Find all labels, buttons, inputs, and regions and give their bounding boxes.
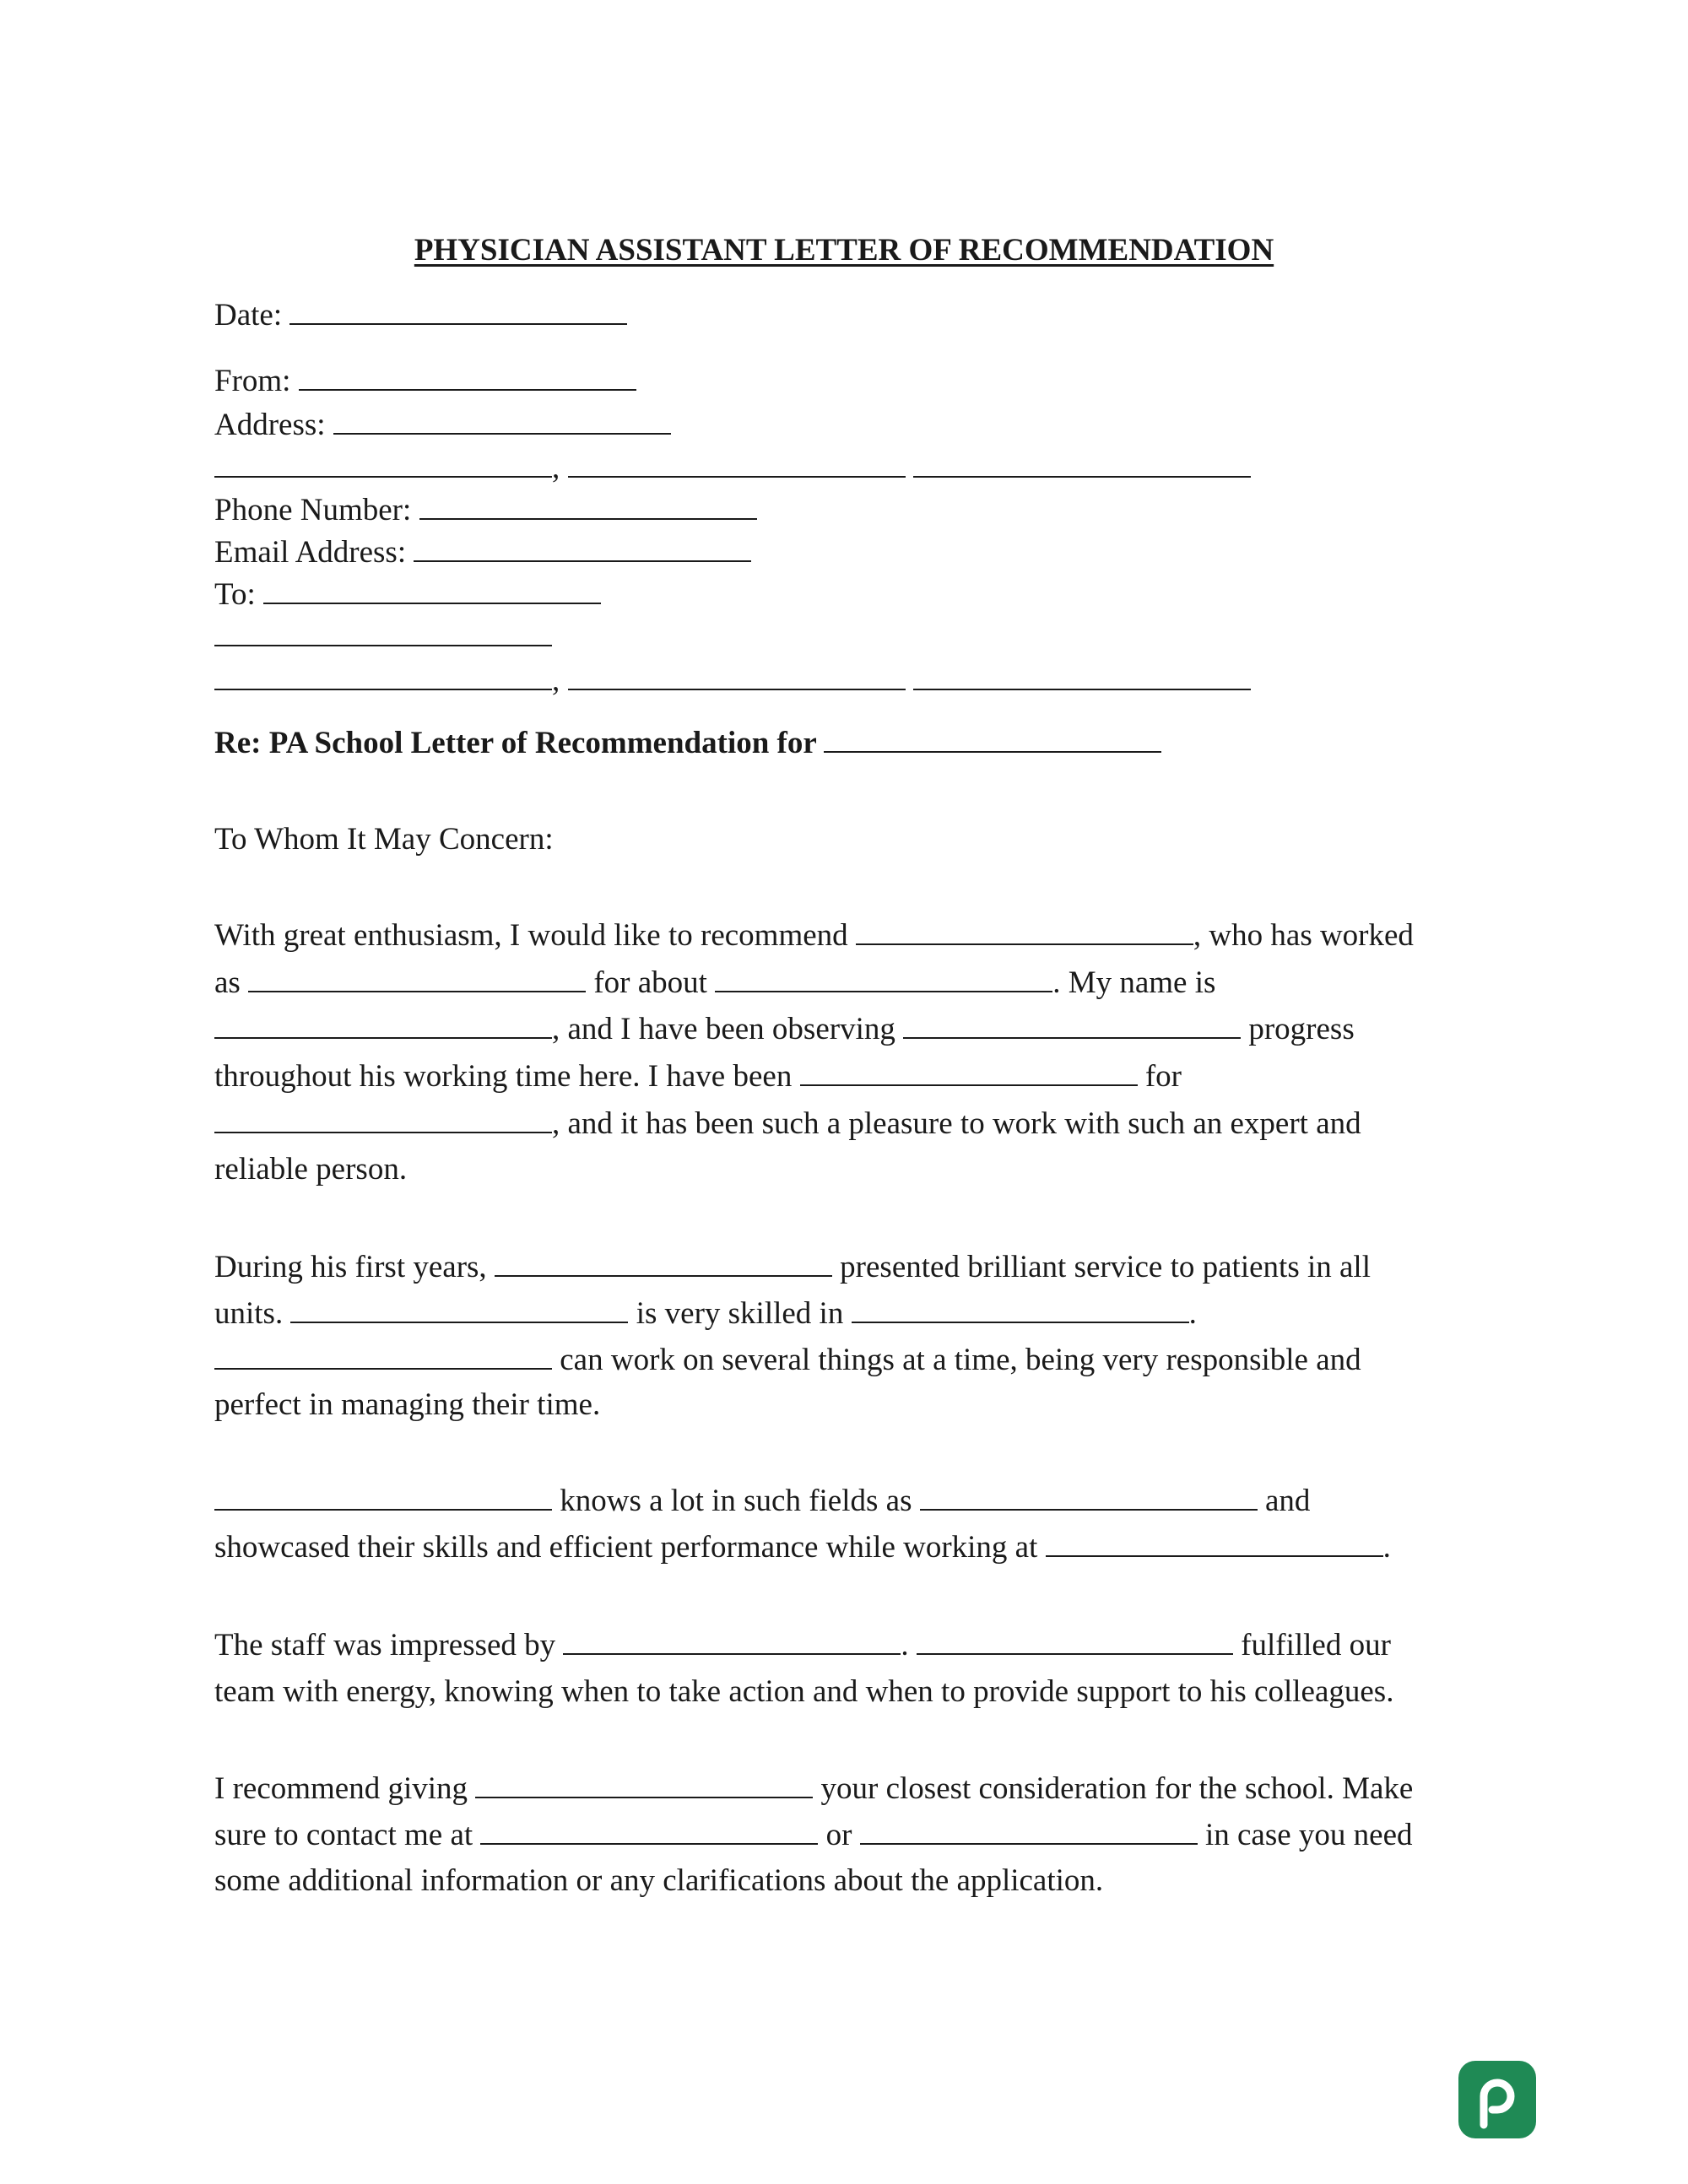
paragraph-3-line-1 [214, 1483, 1310, 1520]
text: units. [214, 1296, 284, 1331]
text: . [1188, 1296, 1197, 1331]
recipient-city-state-zip-row [214, 662, 1251, 700]
paragraph-5-line-2 [214, 1817, 1413, 1854]
paragraph-1-line-4 [214, 1058, 1182, 1095]
text: sure to contact me at [214, 1818, 473, 1852]
page-title: PHYSICIAN ASSISTANT LETTER OF RECOMMENDATION [414, 233, 1274, 268]
text: The staff was impressed by [214, 1628, 556, 1662]
p-letter-icon [1458, 2061, 1536, 2138]
date-blank[interactable] [289, 298, 627, 325]
text: . [1382, 1530, 1391, 1565]
text: fulfilled our [1241, 1628, 1391, 1662]
re-line-text: Re: PA School Letter of Recommendation for [214, 726, 817, 760]
workplace-blank[interactable] [1046, 1530, 1383, 1557]
text: showcased their skills and efficient performance while working at [214, 1530, 1038, 1565]
text: some additional information or any clarifications about the application. [214, 1863, 1104, 1898]
text: I recommend giving [214, 1771, 468, 1806]
comma-separator: , [552, 451, 560, 485]
paragraph-2-line-1 [214, 1249, 1371, 1286]
date-row [214, 297, 627, 334]
text: progress [1248, 1012, 1355, 1046]
to-row [214, 576, 601, 614]
candidate-name-blank[interactable] [214, 1343, 552, 1370]
skill-blank[interactable] [852, 1296, 1189, 1323]
text: or [825, 1818, 852, 1852]
text: for [1144, 1059, 1182, 1094]
recipient-address-row [214, 619, 552, 656]
text: your closest consideration for the school. Make [820, 1771, 1414, 1806]
text: can work on several things at a time, being very responsible and [560, 1343, 1361, 1377]
duration-blank[interactable] [715, 965, 1052, 992]
text: , and I have been observing [552, 1012, 895, 1046]
text: for about [593, 965, 707, 1000]
paragraph-2-line-2 [214, 1295, 1197, 1333]
text: presented brilliant service to patients in all [840, 1250, 1371, 1284]
text: With great enthusiasm, I would like to recommend [214, 918, 848, 953]
paragraph-5-line-3 [214, 1862, 1103, 1900]
paragraph-1-line-5 [214, 1106, 1361, 1143]
candidate-name-blank[interactable] [290, 1296, 628, 1323]
phone-blank[interactable] [419, 493, 757, 520]
text: knows a lot in such fields as [560, 1484, 912, 1518]
text: . My name is [1052, 965, 1216, 1000]
candidate-name-blank[interactable] [824, 726, 1161, 753]
paragraph-4-line-2 [214, 1673, 1393, 1711]
candidate-name-blank[interactable] [475, 1771, 813, 1798]
paragraph-1-line-2 [214, 965, 1215, 1002]
text: , who has worked [1193, 918, 1414, 953]
text: as [214, 965, 241, 1000]
address-blank[interactable] [333, 408, 671, 435]
paragraph-3-line-2 [214, 1529, 1391, 1566]
fields-blank[interactable] [920, 1484, 1258, 1511]
text: is very skilled in [636, 1296, 844, 1331]
text: in case you need [1204, 1818, 1413, 1852]
phone-label: Phone Number: [214, 493, 412, 527]
paragraph-1-line-1 [214, 917, 1414, 954]
state-blank[interactable] [568, 451, 906, 478]
from-label: From: [214, 364, 291, 398]
salutation-text: To Whom It May Concern: [214, 822, 554, 857]
p-brand-logo-icon [1458, 2061, 1536, 2138]
recipient-city-blank[interactable] [214, 663, 552, 690]
paragraph-4-line-1 [214, 1627, 1391, 1664]
re-line [214, 725, 1161, 762]
date-label: Date: [214, 298, 283, 332]
text: perfect in managing their time. [214, 1387, 601, 1422]
recipient-state-blank[interactable] [568, 663, 906, 690]
impression-blank[interactable] [563, 1628, 901, 1655]
email-row [214, 534, 751, 571]
paragraph-1-line-6 [214, 1151, 407, 1188]
recipient-address-blank[interactable] [214, 619, 552, 646]
to-label: To: [214, 577, 256, 612]
candidate-name-blank[interactable] [917, 1628, 1233, 1655]
position-blank[interactable] [248, 965, 586, 992]
salutation [214, 821, 554, 858]
from-blank[interactable] [299, 364, 636, 391]
recipient-zip-blank[interactable] [913, 663, 1251, 690]
text: reliable person. [214, 1152, 408, 1187]
email-label: Email Address: [214, 535, 407, 570]
text: . [901, 1628, 909, 1662]
comma-separator: , [552, 663, 560, 698]
candidate-name-blank[interactable] [903, 1012, 1241, 1039]
zip-blank[interactable] [913, 451, 1251, 478]
address-row [214, 407, 671, 444]
contact-phone-blank[interactable] [480, 1818, 818, 1845]
text: During his first years, [214, 1250, 487, 1284]
candidate-name-blank[interactable] [856, 918, 1193, 945]
from-row [214, 363, 636, 400]
paragraph-1-line-3 [214, 1011, 1355, 1048]
text: throughout his working time here. I have been [214, 1059, 793, 1094]
recommender-role-blank[interactable] [800, 1059, 1138, 1086]
city-blank[interactable] [214, 451, 552, 478]
time-period-blank[interactable] [214, 1106, 552, 1133]
candidate-name-blank[interactable] [495, 1250, 832, 1277]
to-blank[interactable] [263, 577, 601, 604]
contact-email-blank[interactable] [860, 1818, 1198, 1845]
text: and [1264, 1484, 1311, 1518]
paragraph-5-line-1 [214, 1770, 1413, 1808]
candidate-name-blank[interactable] [214, 1484, 552, 1511]
email-blank[interactable] [414, 535, 751, 562]
phone-row [214, 492, 757, 529]
address-label: Address: [214, 408, 326, 442]
city-state-zip-row [214, 450, 1251, 487]
paragraph-2-line-4 [214, 1387, 600, 1424]
recommender-name-blank[interactable] [214, 1012, 552, 1039]
paragraph-2-line-3 [214, 1342, 1361, 1379]
text: team with energy, knowing when to take action and when to provide support to his colleagues. [214, 1674, 1394, 1709]
text: , and it has been such a pleasure to work with such an expert and [552, 1106, 1361, 1141]
